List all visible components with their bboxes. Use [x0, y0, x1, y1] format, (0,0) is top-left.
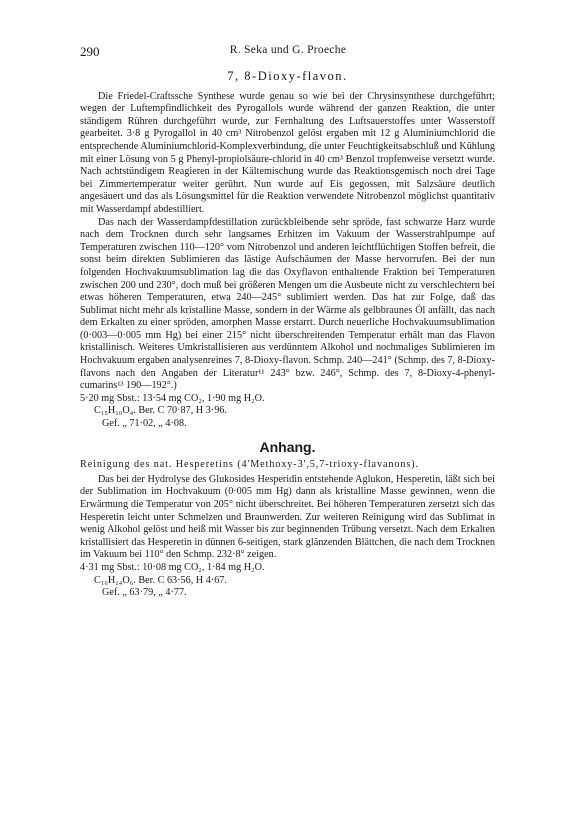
analysis-found-line: Gef. „ 71·02, „ 4·08.: [102, 418, 187, 430]
paragraph-synthesis: Die Friedel-Craftssche Synthese wurde genau so wie bei der Chrysinsynthese durchgeführt; wegen der Luftempfindlichkeit des Pyrogallols wurde während der ganzen Reaktion, die unter ständigem Rühren durchgeführt wurde, zur Fernhaltung des Luftsauerstoffes unter Wasserstoff gearbeitet. 3·8 g Pyrogallol in 40 cm³ Nitrobenzol gelöst ergaben mit 12 g Aluminiumchlorid die entsprechende Aluminiumchlorid-Komplexverbindung, die unter Feuchtigkeitsabschluß und Kühlung mit einer Lösung von 5 g Phenyl-propiolsäure-chlorid in 40 cm³ Benzol tropfenweise versetzt wurde. Nach achtstündigem Reagieren in der Kältemischung wurde das Reaktionsgemisch noch drei Tage bei Zimmertemperatur weiter gerührt. Nun wurde auf Eis gegossen, mit Salzsäure deutlich angesäuert und das als Lösungsmittel für die Reaktion verwendete Nitrobenzol möglichst quantitativ mit Wasserdampf abdestilliert.: [80, 90, 495, 215]
running-head: R. Seka und G. Proeche: [229, 44, 347, 56]
page-number: 290: [80, 44, 100, 59]
appendix-analysis-calculated-line: C₁₆H₁₄O₆. Ber. C 63·56, H 4·67.: [94, 574, 227, 586]
appendix-subheading: Reinigung des nat. Hesperetins (4'Methoxy-3',5,7-trioxy-flavanons).: [80, 459, 419, 471]
appendix-analysis-block: [80, 562, 495, 600]
analysis-calculated-line: C₁₅H₁₀O₄. Ber. C 70·87, H 3·96.: [94, 405, 227, 417]
page-header: [80, 44, 496, 62]
analysis-block: [80, 393, 495, 431]
paragraph-purification: Das nach der Wasserdampfdestillation zurückbleibende sehr spröde, fast schwarze Harz wurde nach dem Trocknen durch sehr langsames Erhitzen im Vakuum der Wasserstrahlpumpe auf Temperaturen zwischen 110—120° vom Nitrobenzol und anderen leichtflüchtigen Stoffen befreit, die sonst beim direkten Sublimieren das lästige Aufschäumen der Masse hervorrufen. Bei der nun folgenden Hochvakuumsublimation lag die das Oxyflavon enthaltende Fraktion bei Temperaturen zwischen 200 und 230°, doch muß bei größeren Mengen um die Ausbeute nicht zu verschlechtern bei etwas höheren Temperaturen, etwa 240—245° sublimiert werden. Das hat zur Folge, daß das Sublimat nicht mehr als kristalline Masse, sondern in der Wärme als gelbbraunes Öl anfällt, das nach dem Erkalten zu einer spröden, amorphen Masse erstarrt. Durch neuerliche Hochvakuumsublimation (0·003—0·005 mm Hg) bei einer 215° nicht überschreitenden Temperatur erhält man das Flavon kristallinisch. Weiteres Umkristallisieren aus verdünntem Alkohol und nochmaliges Sublimieren im Hochvakuum ergaben analysenreines 7, 8-Dioxy-flavon. Schmp. 240—241° (Schmp. des 7, 8-Dioxy-flavons nach den Angaben der Literatur¹¹ 243° bzw. 246°, Schmp. des 7, 8-Dioxy-4-phenyl-cumarins¹³ 190—192°.): [80, 216, 495, 392]
appendix-analysis-sample-line: 4·31 mg Sbst.: 10·08 mg CO₂, 1·84 mg H₂O.: [80, 561, 265, 573]
appendix-heading: Anhang.: [259, 438, 316, 455]
section-title: 7, 8-Dioxy-flavon.: [227, 69, 348, 83]
paragraph-hesperetin: Das bei der Hydrolyse des Glukosides Hesperidin entstehende Aglukon, Hesperetin, läßt sich bei der Sublimation im Hochvakuum (0·005 mm Hg) dann als kristalline Masse gewinnen, wenn die Erwärmung die Temperatur von 205° nicht überschreitet. Bei höheren Temperaturen zersetzt sich das Hesperetin leicht unter Schmelzen und Braunwerden. Zur weiteren Reinigung wird das Sublimat in wenig Alkohol gelöst und heiß mit Wasser bis zur beginnenden Trübung versetzt. Nach dem Erkalten kristallisiert das Hesperetin in dünnen 6-seitigen, stark glänzenden Blättchen, die nach dem Trocknen im Vakuum bei 110° den Schmp. 232·8° zeigen.: [80, 473, 495, 561]
main-text: [80, 70, 495, 600]
analysis-sample-line: 5·20 mg Sbst.: 13·54 mg CO₂, 1·90 mg H₂O.: [80, 392, 265, 404]
appendix-analysis-found-line: Gef. „ 63·79, „ 4·77.: [102, 587, 187, 599]
